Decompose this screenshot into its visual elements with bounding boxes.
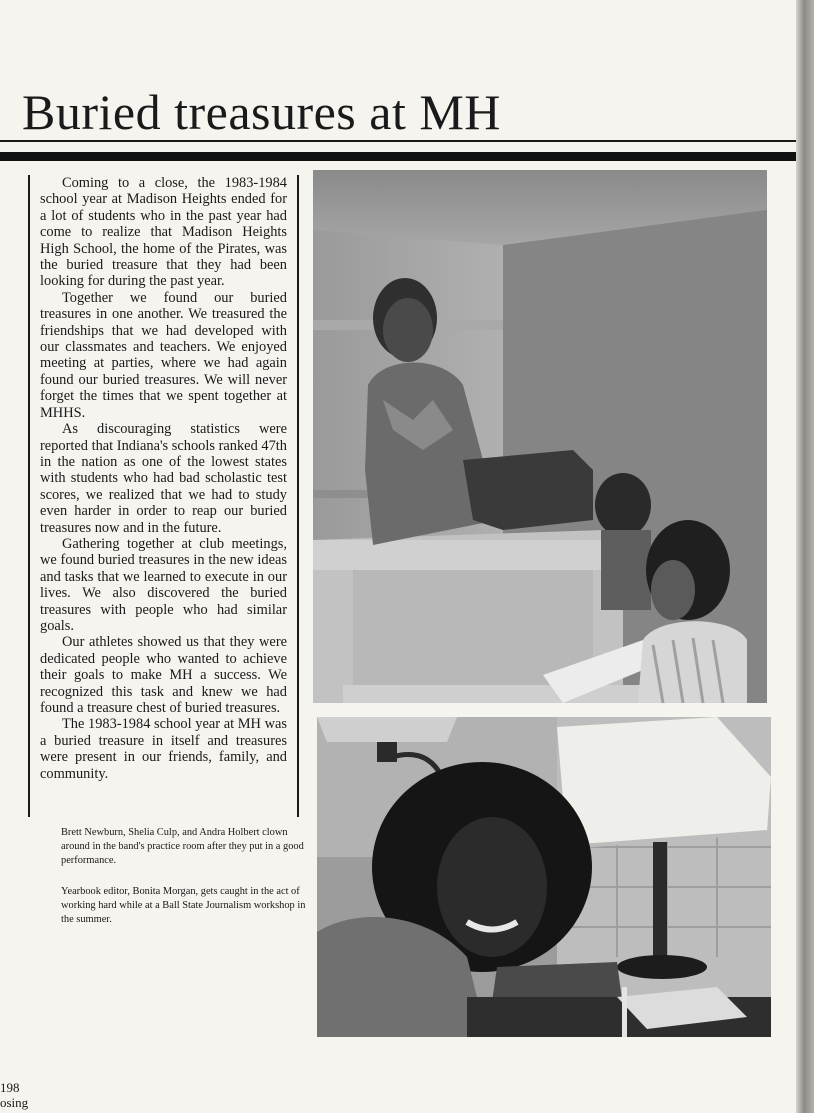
page-folio	[0, 1080, 28, 1110]
article-paragraph-2: Together we found our buried treasures in one another. We treasured the friendships that we had developed with our classmates and teachers. We enjoyed meeting at parties, where we had again found our buried treasures. We will never forget the times that we spent together at MHHS.	[40, 289, 287, 421]
photo-yearbook-editor-illustration	[317, 717, 771, 1037]
article-paragraph-3: As discouraging statistics were reported that Indiana's schools ranked 47th in the nation as one of the lowest states with students who had bad scholastic test scores, we realized that we had to study even harder in order to reap our buried treasures now and in the future.	[40, 421, 287, 536]
photo-band-practice-room	[313, 170, 767, 703]
title-rule-thin	[0, 140, 796, 142]
page-title: Buried treasures at MH	[22, 84, 501, 140]
section-label: osing	[0, 1095, 29, 1110]
article-body	[28, 175, 299, 817]
photo-caption-band-room: Brett Newburn, Shelia Culp, and Andra Holbert clown around in the band's practice room after they put in a good performance.	[61, 827, 304, 867]
photo-band-practice-room-illustration	[313, 170, 767, 703]
article-paragraph-6: The 1983-1984 school year at MH was a buried treasure in itself and treasures were present in our friends, family, and community.	[40, 716, 287, 782]
photo-caption-yearbook-editor: Yearbook editor, Bonita Morgan, gets caught in the act of working hard while at a Ball State Journalism workshop in the summer.	[61, 886, 306, 926]
photo-yearbook-editor	[317, 717, 771, 1037]
article-paragraph-4: Gathering together at club meetings, we found buried treasures in the new ideas and tasks that we learned to execute in our lives. We also discovered the buried treasures with people who had similar goals.	[40, 535, 287, 634]
title-rule-thick	[0, 152, 796, 161]
page-number: 198	[0, 1080, 20, 1095]
page-binding-edge	[796, 0, 814, 1113]
article-paragraph-5: Our athletes showed us that they were dedicated people who wanted to achieve their goals to make MH a success. We recognized this task and knew we had found a treasure chest of buried treasures.	[40, 634, 287, 716]
article-paragraph-1: Coming to a close, the 1983-1984 school year at Madison Heights ended for a lot of students who in the past year had come to realize that Madison Heights High School, the home of the Pirates, was the buried treasure that they had been looking for during the past year.	[40, 175, 287, 290]
